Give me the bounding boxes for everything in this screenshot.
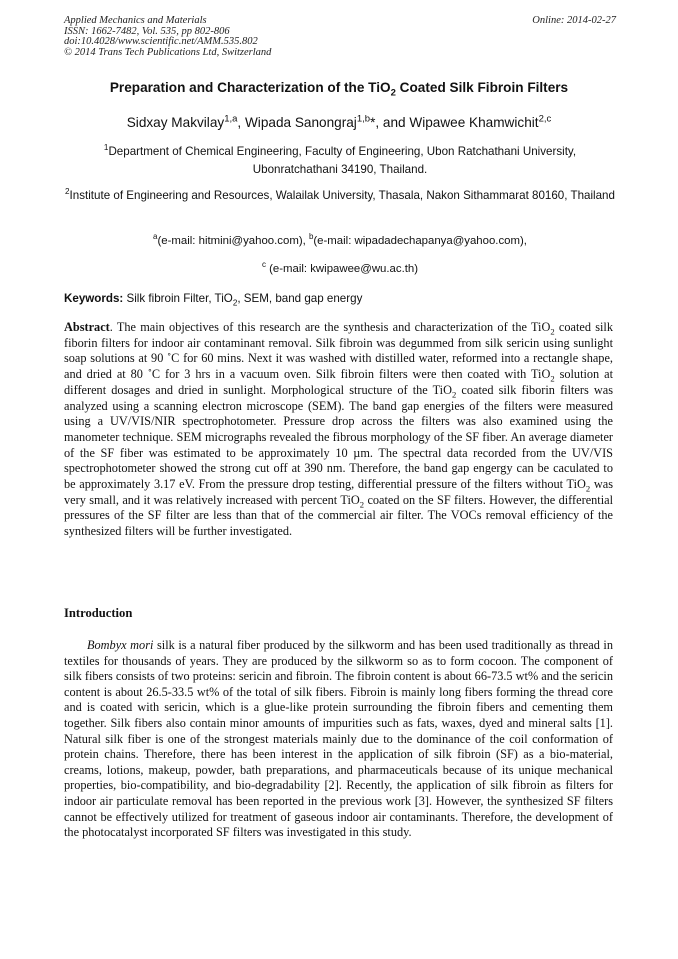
abstract-label: Abstract — [64, 320, 110, 334]
author-affiliation-mark: 2,c — [538, 113, 552, 125]
email-entry[interactable]: (e-mail: kwipawee@wu.ac.th) — [265, 263, 419, 275]
keywords-text: Silk fibroin Filter, TiO — [123, 292, 233, 305]
author-affiliation-mark: 1,a — [224, 113, 238, 125]
keywords-text: , SEM, band gap energy — [237, 292, 363, 305]
author-affiliation-mark: 1,b — [356, 113, 371, 125]
title-subscript: 2 — [390, 87, 396, 99]
affiliation-text: Institute of Engineering and Resources, Walailak University, Thasala, Nakon Sithammarat 80160, Thailand — [69, 189, 615, 202]
abstract-text: . The main objectives of this research are the synthesis and characterization of the TiO — [109, 320, 551, 334]
species-name: Bombyx mori — [87, 638, 154, 652]
introduction-text: silk is a natural fiber produced by the silkworm and has been used traditionally as thread in textiles for thousands of years. They are produced by the silkworm so as to form cocoon. The component of silk fibers consists of two proteins: sericin and fibroin. The fibroin content is about 66-73.5 wt% and the sericin content is about 26.5-33.5 wt% of the total of silk fibers. Fibroin is mainly long fibers forming the thread core and is coated with sericin, which is a glue-like protein surrounding the fibroin fibers and cementing them together. Silk fibers also contain minor amounts of impurities such as fats, waxes, dyed and mineral salts [1]. Natural silk fiber is one of the strongest materials mainly due to the dominance of the coil conformation of protein chains. Therefore, there has been interest in the application of silk fibroin (SF) as a bio-material, creams, lotions, makeup, powder, bath preparations, and pharmaceuticals because of its unique mechanical properties, bio-compatibility, and bio-degradability [2]. Recently, the application of silk fibroin as filters for indoor air particulate removal has been reported in the previous work [3]. However, the synthesized SF filters cannot be effectively utilized for treatment of gaseous indoor air contaminants. Therefore, the development of the photocatalyst incorporated SF filters was investigated in this study. — [64, 638, 613, 840]
author-name: *, and Wipawee Khamwichit — [370, 115, 539, 130]
email-entry[interactable]: (e-mail: hitmini@yahoo.com), — [157, 235, 309, 247]
keywords-label: Keywords: — [64, 292, 124, 305]
introduction-paragraph — [64, 638, 613, 841]
email-mark: c — [261, 260, 266, 270]
abstract-text: was very small, and it was relatively increased with percent TiO — [64, 477, 613, 507]
abstract-subscript: 2 — [359, 499, 365, 510]
email-mark: b — [308, 232, 314, 242]
title-part: Preparation and Characterization of the TiO — [109, 80, 391, 95]
title-part: Coated Silk Fibroin Filters — [395, 80, 569, 95]
paper-title — [40, 80, 638, 99]
abstract-subscript: 2 — [550, 326, 555, 337]
keywords-subscript: 2 — [232, 298, 238, 308]
author-list — [40, 115, 638, 130]
email-mark: a — [153, 232, 158, 242]
abstract-text: coated silk fiborin filters for indoor air contaminant removal. Silk fibroin was degummed from silk sericin using sunlight soap solutions at 90 ˚C for 60 mins. Next it was washed with distilled water, reformed into a rectangle shape, and dried at 80 ˚C for 3 hrs in a vacuum oven. Silk fibroin filters were then coated with TiO — [64, 320, 613, 382]
email-line-2 — [64, 260, 616, 275]
affiliation-2 — [64, 187, 616, 205]
abstract — [64, 320, 613, 540]
journal-issn: ISSN: 1662-7482, Vol. 535, pp 802-806 — [64, 25, 230, 37]
affiliation-mark: 2 — [65, 187, 70, 197]
affiliation-text: Department of Chemical Engineering, Faculty of Engineering, Ubon Ratchathani University, Ubonratchathani 34190, Thailand. — [108, 145, 577, 176]
email-entry[interactable]: (e-mail: wipadadechapanya@yahoo.com), — [313, 235, 527, 247]
abstract-subscript: 2 — [451, 389, 457, 400]
abstract-subscript: 2 — [550, 373, 555, 384]
email-line-1 — [64, 232, 616, 247]
author-name: Sidxay Makvilay — [126, 115, 225, 130]
journal-name: Applied Mechanics and Materials — [64, 15, 207, 26]
journal-copyright: © 2014 Trans Tech Publications Ltd, Switzerland — [64, 46, 272, 58]
keywords — [64, 292, 616, 308]
affiliation-mark: 1 — [103, 143, 109, 153]
section-heading-introduction: Introduction — [64, 606, 133, 620]
journal-doi[interactable]: doi:10.4028/www.scientific.net/AMM.535.802 — [64, 36, 258, 48]
running-header — [64, 16, 616, 58]
online-date: Online: 2014-02-27 — [532, 15, 616, 26]
author-name: , Wipada Sanongraj — [237, 115, 357, 130]
abstract-text: coated silk fiborin filters was analyzed using a scanning electron microscope (SEM). The band gap energies of the filters were measured using a UV/VIS/NIR spectrophotometer. Pressure drop across the filters was also examined using the manometer technique. SEM micrographs revealed the fibrous morphology of the SF fiber. An average diameter of the SF fiber was estimated to be approximately 10 µm. The spectral data recorded from the UV/VIS spectrophotometer showed the strong cut off at 390 nm. Therefore, the band gap engergy can be caculated to be approximately 3.17 eV. From the pressure drop testing, differential pressure of the filters without TiO — [64, 382, 613, 492]
affiliation-1 — [64, 143, 616, 179]
abstract-subscript: 2 — [585, 483, 591, 494]
abstract-text: coated on the SF filters. However, the differential pressures of the SF filter are less than that of the commercial air filter. The VOCs removal efficiency of the synthesized filters will be further investigated. — [64, 492, 614, 539]
abstract-text: solution at different dosages and dried in sunlight. Morphological structure of the TiO — [64, 367, 613, 397]
